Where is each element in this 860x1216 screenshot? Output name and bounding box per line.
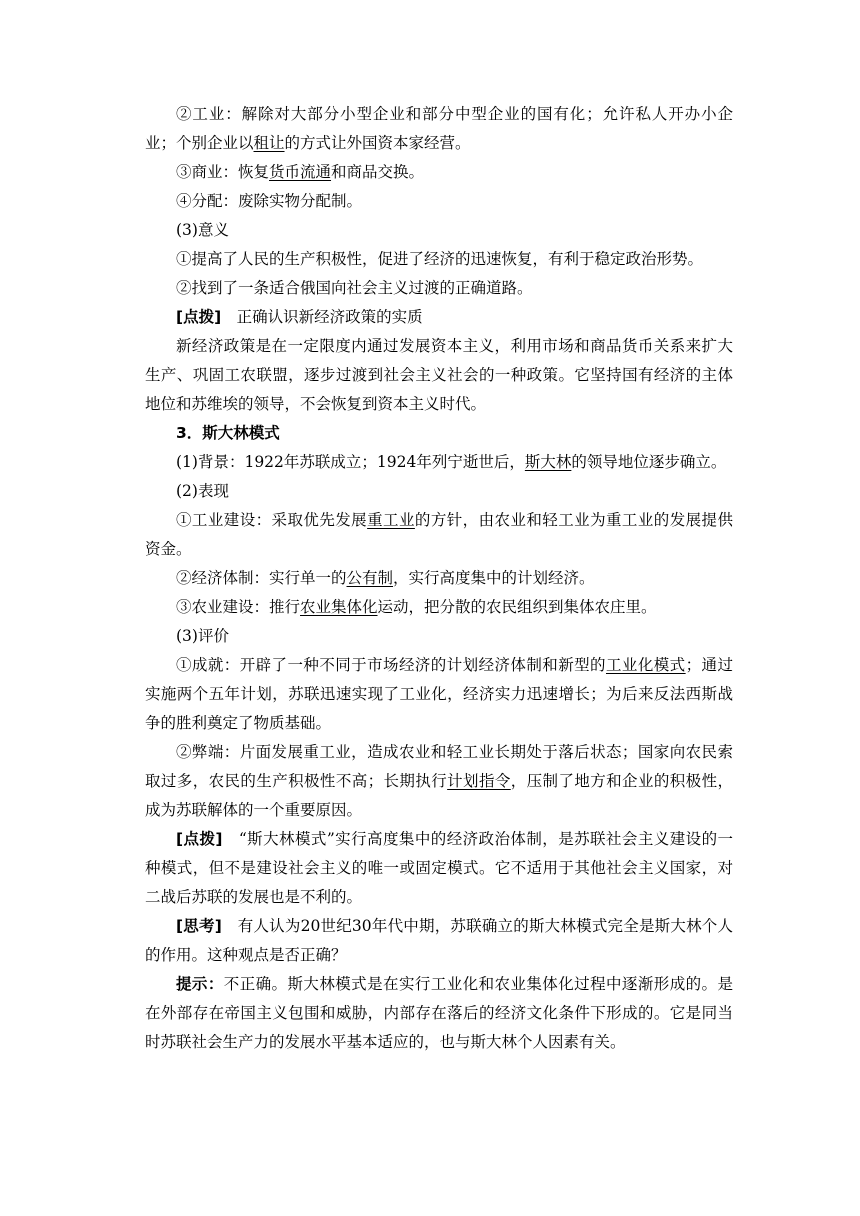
- paragraph-agriculture-building: [145, 593, 733, 622]
- think-question: [145, 912, 733, 970]
- tip-text: “斯大林模式”实行高度集中的经济政治体制，是苏联社会主义建设的一种模式，但不是建设社会主义的唯一或固定模式。它不适用于其他社会主义国家，对二战后苏联的发展也是不利的。: [145, 830, 733, 906]
- think-text: 有人认为20世纪30年代中期，苏联确立的斯大林模式完全是斯大林个人的作用。这种观点是否正确？: [145, 917, 734, 964]
- paragraph-industry: [145, 100, 733, 158]
- underlined-term: 公有制: [346, 569, 394, 587]
- text: 和商品交换。: [331, 163, 425, 181]
- tip-stalin-model: [145, 825, 733, 912]
- hint-text: 不正确。斯大林模式是在实行工业化和农业集体化过程中逐渐形成的。是在外部存在帝国主义包围和威胁，内部存在落后的经济文化条件下形成的。它是同当时苏联社会生产力的发展水平基本适应的，也与斯大林个人因素有关。: [145, 975, 733, 1051]
- text: ，实行高度集中的计划经济。: [393, 569, 595, 587]
- text: ；通过实施两个五年计划，苏联迅速实现了工业化，经济实力迅速增长；为后来反法西斯战争的胜利奠定了物质基础。: [145, 656, 733, 732]
- text: ②弊端：片面发展重工业，造成农业和轻工业长期处于落后状态；国家向农民索取过多，农民的生产积极性不高；长期执行: [145, 743, 733, 790]
- tip-text: 正确认识新经济政策的实质: [221, 308, 423, 326]
- text: ，压制了地方和企业的积极性，成为苏联解体的一个重要原因。: [145, 772, 733, 819]
- text: (1)背景：1922年苏联成立；1924年列宁逝世后，: [176, 453, 525, 471]
- hint-answer: [145, 970, 733, 1057]
- text: ③农业建设：推行: [176, 598, 301, 616]
- heading-significance: (3)意义: [176, 221, 229, 239]
- underlined-term: 重工业: [367, 511, 415, 529]
- paragraph-distribution: ④分配：废除实物分配制。: [176, 192, 363, 210]
- section-heading-stalin-model: 3．斯大林模式: [176, 424, 280, 442]
- text: 的领导地位逐步确立。: [571, 453, 727, 471]
- text: ③商业：恢复: [176, 163, 270, 181]
- paragraph-significance-1: ①提高了人民的生产积极性，促进了经济的迅速恢复，有利于稳定政治形势。: [176, 250, 704, 268]
- document-page: [145, 100, 733, 1057]
- paragraph-background: [145, 448, 733, 477]
- underlined-term: 农业集体化: [300, 598, 378, 616]
- paragraph-economic-system: [145, 564, 733, 593]
- text: ②工业：解除对大部分小型企业和部分中型企业的国有化；允许私人开办小企业；个别企业以: [145, 105, 733, 152]
- text: ①工业建设：采取优先发展: [176, 511, 368, 529]
- text: ①成就：开辟了一种不同于市场经济的计划经济体制和新型的: [176, 656, 606, 674]
- paragraph-industry-building: [145, 506, 733, 564]
- text: 的方针，由农业和轻工业为重工业的发展提供资金。: [145, 511, 733, 558]
- paragraph-nep-essence: 新经济政策是在一定限度内通过发展资本主义，利用市场和商品货币关系来扩大生产、巩固工农联盟，逐步过渡到社会主义社会的一种政策。它坚持国有经济的主体地位和苏维埃的领导，不会恢复到资本主义时代。: [145, 337, 733, 413]
- underlined-term: 斯大林: [524, 453, 572, 471]
- underlined-term: 货币流通: [269, 163, 332, 181]
- heading-evaluation: (3)评价: [176, 627, 229, 645]
- underlined-term: 计划指令: [447, 772, 511, 790]
- paragraph-commerce: [145, 158, 733, 187]
- text: 运动，把分散的农民组织到集体农庄里。: [377, 598, 657, 616]
- heading-manifestation: (2)表现: [176, 482, 229, 500]
- text: ②经济体制：实行单一的: [176, 569, 347, 587]
- underlined-term: 工业化模式: [605, 656, 686, 674]
- tip-nep: [145, 303, 733, 332]
- underlined-term: 租让: [253, 134, 285, 152]
- paragraph-achievements: [145, 651, 733, 738]
- paragraph-significance-2: ②找到了一条适合俄国向社会主义过渡的正确道路。: [176, 279, 533, 297]
- tip-tag: [点拨]: [176, 830, 223, 848]
- think-tag: [思考]: [176, 917, 222, 935]
- paragraph-drawbacks: [145, 738, 733, 825]
- tip-tag: [点拨]: [176, 308, 222, 326]
- text: 的方式让外国资本家经营。: [284, 134, 471, 152]
- hint-tag: 提示：: [176, 975, 224, 993]
